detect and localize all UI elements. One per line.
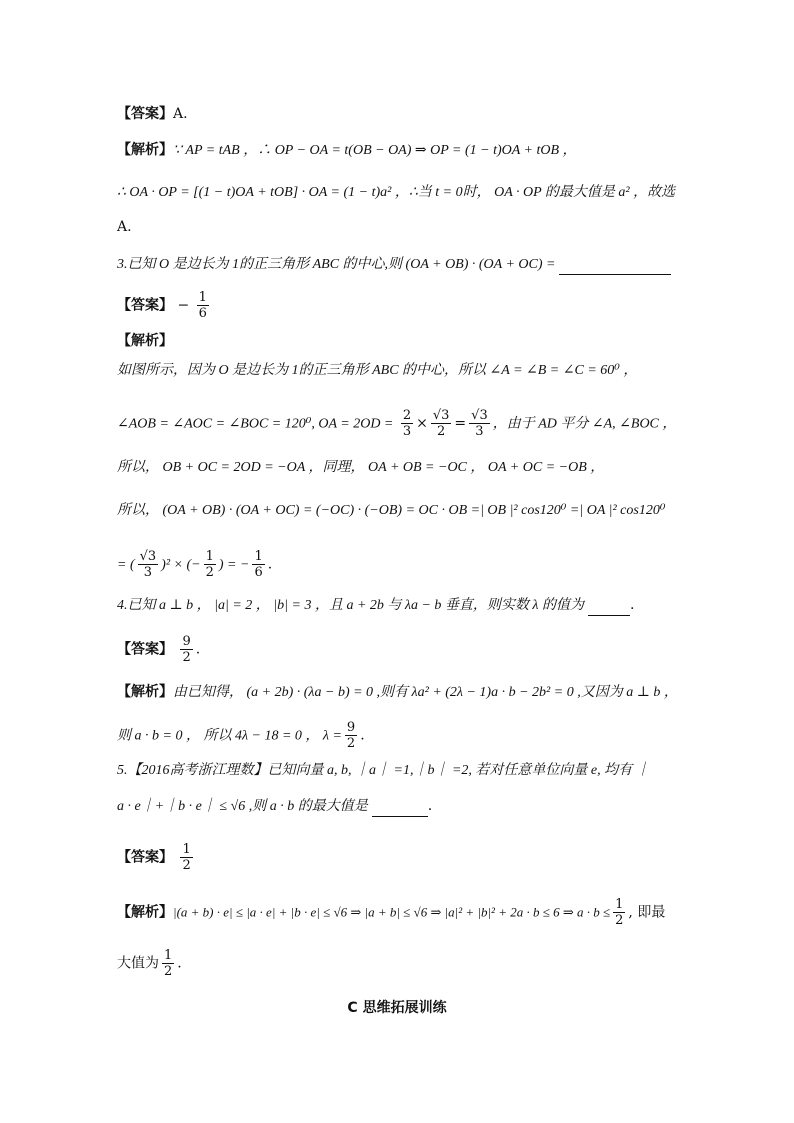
equals-sign: = xyxy=(454,415,467,432)
analysis-line xyxy=(117,549,272,580)
analysis-text: 如图所示，因为 O 是边长为 1的正三角形 ABC 的中心，所以 ∠A = ∠B = ∠C = 60⁰ ， xyxy=(117,363,638,378)
answer-blank xyxy=(559,274,671,275)
analysis-label: 【解析】 xyxy=(117,333,173,349)
fraction: $\frac{√3}{2}$ xyxy=(432,408,450,439)
analysis-text: )² × (− xyxy=(161,557,201,573)
answer-label: 【答案】 xyxy=(117,297,173,314)
analysis-text: 大值为 xyxy=(117,955,159,972)
answer-fraction: $\frac{1}{2}$ xyxy=(182,842,191,873)
analysis-label: 【解析】 xyxy=(117,142,173,158)
question-4 xyxy=(117,595,634,616)
question-end: . xyxy=(629,597,635,613)
fraction: $\frac{√3}{3}$ xyxy=(139,549,157,580)
analysis-text: 所以， OB + OC = 2OD = −OA ，同理， OA + OB = −OC ， OA + OC = −OB ， xyxy=(117,460,605,475)
analysis-text: = ( xyxy=(117,557,135,573)
analysis-text: |(a + b) · e| ≤ |a · e| + |b · e| ≤ √6 ⇒ |a + b| ≤ √6 ⇒ |a|² + |b|² + 2a · b ≤ 6 ⇒ a · b ≤ xyxy=(173,904,611,920)
analysis-text: ∴ OA · OP = [(1 − t)OA + tOB] · OA = (1 − t)a² ，∴当 t = 0时， OA · OP 的最大值是 a² ，故选 xyxy=(117,185,676,200)
analysis-heading xyxy=(117,331,173,351)
question-text: 3.已知 O 是边长为 1的正三角形 ABC 的中心,则 (OA + OB) · (OA + OC) = xyxy=(117,257,556,272)
question-3-answer xyxy=(117,290,212,321)
answer-label: 【答案】 xyxy=(117,106,173,122)
question-5-answer xyxy=(117,842,196,873)
analysis-text: ) = − xyxy=(218,557,250,573)
analysis-line xyxy=(117,140,577,161)
fraction: $\frac{1}{2}$ xyxy=(615,897,624,928)
analysis-text: ，由于 AD 平分 ∠A, ∠BOC ， xyxy=(492,416,677,432)
analysis-line xyxy=(117,457,604,478)
question-5-line2 xyxy=(117,796,432,817)
analysis-line xyxy=(117,408,676,439)
analysis-line xyxy=(117,182,675,203)
analysis-text: , 即最 xyxy=(628,904,666,921)
answer-end: . xyxy=(195,641,201,658)
analysis-text: 由已知得， (a + 2b) · (λa − b) = 0 ,则有 λa² + (2λ − 1)a · b − 2b² = 0 ,又因为 a ⊥ b ， xyxy=(173,685,678,700)
answer-sign: − xyxy=(177,297,190,314)
analysis-line xyxy=(117,500,665,521)
analysis-text: ∠AOB = ∠AOC = ∠BOC = 120⁰, OA = 2OD = xyxy=(117,416,394,432)
fraction: $\frac{1}{2}$ xyxy=(164,948,173,979)
analysis-line xyxy=(117,217,132,237)
analysis-line xyxy=(117,897,665,928)
answer-fraction: $\frac{9}{2}$ xyxy=(182,634,191,665)
times-sign: × xyxy=(416,415,428,432)
analysis-text: . xyxy=(360,727,365,744)
question-5 xyxy=(117,760,650,781)
analysis-text: A. xyxy=(117,219,132,235)
fraction: $\frac{1}{6}$ xyxy=(254,549,263,580)
answer-blank xyxy=(372,816,428,817)
fraction: $\frac{2}{3}$ xyxy=(402,408,412,439)
analysis-text: 所以， (OA + OB) · (OA + OC) = (−OC) · (−OB) = OC · OB =| OB |² cos120⁰ =| OA |² cos120⁰ xyxy=(117,503,666,518)
question-text: a · e｜+｜b · e｜ ≤ √6 ,则 a · b 的最大值是 xyxy=(117,799,368,814)
question-4-answer xyxy=(117,634,200,665)
analysis-label: 【解析】 xyxy=(117,684,173,700)
question-end: . xyxy=(427,798,433,814)
answer-value: A. xyxy=(173,106,188,122)
analysis-line xyxy=(117,948,182,979)
question-text: 5.【2016高考浙江理数】已知向量 a, b, ｜a｜ =1,｜b｜ =2, 若对任意单位向量 e, 均有 ｜ xyxy=(117,763,650,778)
answer-blank xyxy=(588,615,630,616)
analysis-label: 【解析】 xyxy=(117,904,173,921)
analysis-line xyxy=(117,682,678,703)
analysis-text: ∵ AP = tAB ，∴ OP − OA = t(OB − OA) ⇒ OP = (1 − t)OA + tOB ， xyxy=(173,143,577,158)
answer-line xyxy=(117,104,188,124)
analysis-line xyxy=(117,720,365,751)
analysis-text: . xyxy=(267,556,273,573)
analysis-line xyxy=(117,360,637,381)
analysis-text: . xyxy=(177,955,182,972)
fraction: $\frac{√3}{3}$ xyxy=(471,408,488,439)
question-text: 4.已知 a ⊥ b ， |a| = 2 ， |b| = 3 ，且 a + 2b 与 λa − b 垂直，则实数 λ 的值为 xyxy=(117,598,584,613)
answer-label: 【答案】 xyxy=(117,641,173,658)
fraction: $\frac{1}{2}$ xyxy=(205,549,214,580)
fraction: $\frac{9}{2}$ xyxy=(346,720,356,751)
answer-label: 【答案】 xyxy=(117,849,173,866)
analysis-text: 则 a · b = 0 ， 所以 4λ − 18 = 0 ， λ = xyxy=(117,728,342,744)
question-3 xyxy=(117,254,671,275)
answer-fraction: $\frac{1}{6}$ xyxy=(198,290,207,321)
section-title: C 思维拓展训练 xyxy=(347,1000,447,1016)
